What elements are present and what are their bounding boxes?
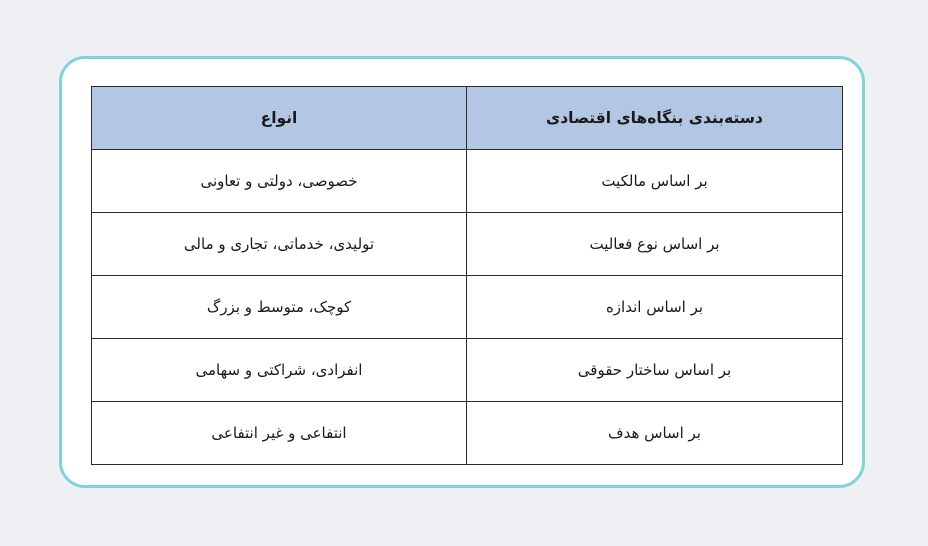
table-row [92,339,843,402]
table-row [92,276,843,339]
cell-classification: بر اساس مالکیت [467,150,843,213]
cell-types: تولیدی، خدماتی، تجاری و مالی [92,213,467,276]
table-row [92,213,843,276]
table-row [92,402,843,465]
cell-types: انتفاعی و غیر انتفاعی [92,402,467,465]
cell-classification: بر اساس هدف [467,402,843,465]
cell-classification: بر اساس نوع فعالیت [467,213,843,276]
cell-classification: بر اساس اندازه [467,276,843,339]
cell-types: انفرادی، شراکتی و سهامی [92,339,467,402]
header-types: انواع [92,87,467,150]
table-header-row [92,87,843,150]
cell-types: خصوصی، دولتی و تعاونی [92,150,467,213]
table-row [92,150,843,213]
cell-classification: بر اساس ساختار حقوقی [467,339,843,402]
business-classification-table [91,86,843,465]
header-classification: دسته‌بندی بنگاه‌های اقتصادی [467,87,843,150]
cell-types: کوچک، متوسط و بزرگ [92,276,467,339]
